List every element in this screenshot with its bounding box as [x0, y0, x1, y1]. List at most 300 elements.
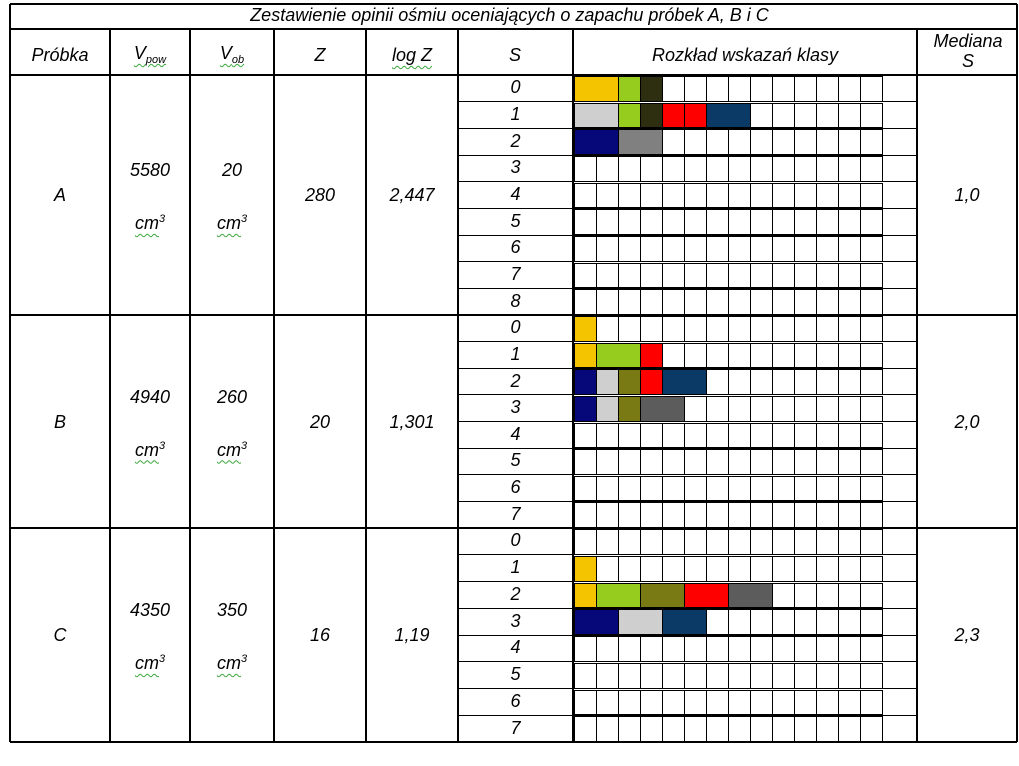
grid-cell — [684, 156, 707, 182]
grid-cell — [640, 289, 663, 315]
grid-cell — [728, 156, 751, 182]
grid-cell — [728, 716, 751, 742]
grid-cell — [794, 556, 817, 582]
grid-cell — [618, 209, 641, 235]
vote-bar — [597, 370, 618, 394]
grid-cell — [618, 556, 641, 582]
grid-cell — [684, 316, 707, 342]
table-vline — [273, 29, 275, 742]
grid-cell — [750, 663, 773, 689]
vote-bar — [619, 397, 640, 421]
grid-cell — [706, 609, 729, 635]
grid-cell — [574, 502, 597, 528]
grid-cell — [794, 289, 817, 315]
grid-cell — [662, 289, 685, 315]
table-hline — [458, 261, 917, 262]
grid-cell — [750, 156, 773, 182]
grid-cell — [706, 183, 729, 209]
vote-bar — [597, 584, 640, 608]
grid-cell — [728, 236, 751, 262]
grid-cell — [772, 129, 795, 155]
grid-cell — [794, 236, 817, 262]
grid-cell — [728, 183, 751, 209]
table-hline — [458, 101, 917, 102]
grid-cell — [772, 476, 795, 502]
vote-bar — [641, 344, 662, 368]
grid-cell — [574, 263, 597, 289]
grid-cell — [772, 263, 795, 289]
grid-cell — [574, 209, 597, 235]
s-row-label: 8 — [510, 290, 521, 311]
grid-cell — [772, 369, 795, 395]
grid-cell — [816, 76, 839, 102]
grid-cell — [640, 556, 663, 582]
grid-cell — [662, 502, 685, 528]
vpow-value: 4940 — [129, 386, 171, 407]
grid-cell — [794, 423, 817, 449]
grid-cell — [750, 289, 773, 315]
unit-exponent: 3 — [240, 213, 248, 225]
grid-cell — [662, 316, 685, 342]
grid-cell — [684, 209, 707, 235]
grid-cell — [684, 449, 707, 475]
grid-cell — [662, 449, 685, 475]
grid-cell — [772, 690, 795, 716]
header-logz-text: log Z — [391, 45, 433, 65]
table-hline — [458, 608, 917, 609]
grid-cell — [772, 423, 795, 449]
vote-bar — [641, 370, 662, 394]
grid-cell — [772, 396, 795, 422]
grid-cell — [860, 103, 883, 129]
grid-cell — [728, 636, 751, 662]
vote-bar — [619, 130, 662, 154]
grid-cell — [860, 76, 883, 102]
grid-cell — [596, 636, 619, 662]
table-hline — [458, 501, 917, 502]
grid-cell — [574, 236, 597, 262]
grid-cell — [794, 529, 817, 555]
header-rozklad: Rozkład wskazań klasy — [651, 45, 839, 65]
grid-cell — [750, 716, 773, 742]
grid-cell — [684, 636, 707, 662]
grid-cell — [618, 663, 641, 689]
grid-cell — [838, 556, 861, 582]
grid-cell — [684, 396, 707, 422]
header-s: S — [508, 45, 521, 65]
grid-cell — [860, 289, 883, 315]
s-row-label: 7 — [510, 264, 521, 284]
header-mediana-s: S — [961, 51, 974, 71]
grid-cell — [860, 609, 883, 635]
s-row-label: 0 — [510, 530, 521, 551]
median-value: 2,0 — [954, 411, 980, 432]
grid-cell — [816, 609, 839, 635]
grid-cell — [596, 690, 619, 716]
grid-cell — [838, 263, 861, 289]
vote-bar — [575, 130, 618, 154]
grid-cell — [706, 663, 729, 689]
grid-cell — [794, 263, 817, 289]
grid-cell — [860, 316, 883, 342]
vote-bar — [685, 584, 728, 608]
vpow-unit — [110, 441, 190, 459]
grid-cell — [794, 716, 817, 742]
grid-cell — [728, 502, 751, 528]
grid-cell — [684, 690, 707, 716]
vote-bar — [575, 344, 596, 368]
unit-exponent: 3 — [240, 439, 248, 452]
header-mediana: Mediana — [933, 31, 1003, 51]
grid-cell — [772, 183, 795, 209]
grid-cell — [706, 236, 729, 262]
grid-cell — [618, 529, 641, 555]
grid-cell — [574, 476, 597, 502]
grid-cell — [838, 129, 861, 155]
header-z: Z — [314, 45, 326, 65]
grid-cell — [706, 690, 729, 716]
grid-cell — [794, 583, 817, 609]
grid-cell — [618, 236, 641, 262]
grid-cell — [750, 263, 773, 289]
grid-cell — [684, 129, 707, 155]
z-value: 280 — [304, 185, 336, 205]
vote-bar — [575, 584, 596, 608]
grid-cell — [860, 396, 883, 422]
grid-cell — [574, 663, 597, 689]
grid-cell — [860, 236, 883, 262]
grid-cell — [750, 129, 773, 155]
vote-bar — [575, 397, 596, 421]
grid-cell — [750, 449, 773, 475]
grid-cell — [684, 529, 707, 555]
grid-cell — [750, 529, 773, 555]
grid-cell — [662, 636, 685, 662]
table-hline — [458, 635, 917, 636]
grid-cell — [596, 183, 619, 209]
grid-cell — [816, 636, 839, 662]
grid-cell — [838, 690, 861, 716]
table-vline — [365, 29, 367, 742]
grid-cell — [750, 423, 773, 449]
grid-cell — [706, 556, 729, 582]
grid-cell — [816, 663, 839, 689]
grid-cell — [596, 502, 619, 528]
grid-cell — [596, 529, 619, 555]
grid-cell — [838, 103, 861, 129]
grid-cell — [618, 263, 641, 289]
grid-cell — [794, 690, 817, 716]
sample-name: C — [53, 625, 67, 645]
s-row-label: 7 — [510, 503, 521, 524]
grid-cell — [838, 183, 861, 209]
table-hline — [458, 688, 917, 689]
table-hline — [458, 554, 917, 555]
table-hline — [458, 448, 917, 449]
grid-cell — [728, 690, 751, 716]
grid-cell — [728, 289, 751, 315]
grid-cell — [838, 423, 861, 449]
grid-cell — [860, 343, 883, 369]
grid-cell — [794, 129, 817, 155]
vote-bar — [685, 104, 706, 128]
grid-cell — [838, 316, 861, 342]
vote-bar — [575, 610, 618, 634]
table-hline — [458, 128, 917, 129]
table-hline — [10, 314, 1017, 316]
grid-cell — [596, 449, 619, 475]
grid-cell — [662, 556, 685, 582]
grid-cell — [772, 529, 795, 555]
grid-cell — [838, 716, 861, 742]
grid-cell — [574, 289, 597, 315]
vote-bar — [597, 397, 618, 421]
grid-cell — [684, 236, 707, 262]
grid-cell — [618, 156, 641, 182]
grid-cell — [816, 716, 839, 742]
grid-cell — [728, 209, 751, 235]
grid-cell — [728, 263, 751, 289]
grid-cell — [706, 636, 729, 662]
unit-cm: cm — [134, 439, 159, 460]
grid-cell — [860, 209, 883, 235]
grid-cell — [816, 289, 839, 315]
grid-cell — [838, 369, 861, 395]
grid-cell — [706, 423, 729, 449]
grid-cell — [772, 502, 795, 528]
grid-cell — [662, 529, 685, 555]
grid-cell — [794, 502, 817, 528]
grid-cell — [706, 369, 729, 395]
vob-value: 350 — [216, 600, 248, 620]
grid-cell — [838, 502, 861, 528]
grid-cell — [860, 449, 883, 475]
vote-bar — [641, 397, 684, 421]
grid-cell — [772, 209, 795, 235]
grid-cell — [640, 209, 663, 235]
grid-cell — [794, 476, 817, 502]
grid-cell — [640, 236, 663, 262]
grid-cell — [684, 476, 707, 502]
table-hline — [458, 208, 917, 209]
grid-cell — [772, 343, 795, 369]
grid-cell — [750, 343, 773, 369]
grid-cell — [794, 76, 817, 102]
grid-cell — [794, 369, 817, 395]
grid-cell — [860, 556, 883, 582]
grid-cell — [838, 289, 861, 315]
grid-cell — [794, 183, 817, 209]
grid-cell — [728, 449, 751, 475]
grid-cell — [750, 209, 773, 235]
median-value: 1,0 — [954, 185, 980, 205]
grid-cell — [662, 183, 685, 209]
grid-cell — [728, 76, 751, 102]
median-value: 2,3 — [954, 625, 980, 645]
vpow-unit — [110, 654, 190, 672]
grid-cell — [618, 636, 641, 662]
grid-cell — [860, 129, 883, 155]
header-vpow — [110, 44, 190, 66]
grid-cell — [640, 663, 663, 689]
unit-exponent: 3 — [158, 439, 166, 452]
grid-cell — [860, 183, 883, 209]
s-row-label: 2 — [510, 583, 521, 604]
grid-cell — [728, 476, 751, 502]
grid-cell — [794, 316, 817, 342]
vote-bar — [641, 584, 684, 608]
grid-cell — [640, 529, 663, 555]
grid-cell — [772, 103, 795, 129]
grid-cell — [618, 316, 641, 342]
grid-cell — [684, 343, 707, 369]
table-hline — [458, 181, 917, 182]
grid-cell — [816, 103, 839, 129]
grid-cell — [772, 316, 795, 342]
grid-cell — [816, 129, 839, 155]
grid-cell — [684, 423, 707, 449]
grid-cell — [618, 716, 641, 742]
s-row-label: 5 — [510, 210, 521, 231]
grid-cell — [596, 316, 619, 342]
header-vpow-sub: pow — [145, 54, 167, 66]
grid-cell — [706, 449, 729, 475]
grid-cell — [706, 76, 729, 102]
vote-bar — [619, 77, 640, 101]
header-vob — [190, 44, 274, 66]
grid-cell — [816, 156, 839, 182]
grid-cell — [706, 529, 729, 555]
grid-cell — [728, 609, 751, 635]
grid-cell — [618, 476, 641, 502]
grid-cell — [618, 690, 641, 716]
table-hline — [458, 581, 917, 582]
s-row-label: 6 — [510, 237, 521, 258]
grid-cell — [750, 236, 773, 262]
grid-cell — [750, 183, 773, 209]
grid-cell — [640, 690, 663, 716]
grid-cell — [662, 263, 685, 289]
grid-cell — [794, 396, 817, 422]
grid-cell — [574, 449, 597, 475]
grid-cell — [772, 449, 795, 475]
grid-cell — [772, 156, 795, 182]
grid-cell — [816, 209, 839, 235]
grid-cell — [860, 636, 883, 662]
vob-value: 20 — [221, 160, 243, 180]
unit-exponent: 3 — [158, 653, 166, 665]
vote-bar — [663, 610, 706, 634]
s-row-label: 2 — [510, 370, 521, 391]
unit-cm: cm — [216, 653, 241, 673]
table-vline — [1016, 4, 1018, 742]
s-row-label: 6 — [510, 690, 521, 711]
grid-cell — [596, 716, 619, 742]
table-hline — [458, 341, 917, 342]
grid-cell — [640, 263, 663, 289]
grid-cell — [706, 502, 729, 528]
vob-value: 260 — [216, 386, 248, 407]
vote-bar — [729, 584, 772, 608]
s-row-label: 4 — [510, 637, 521, 658]
grid-cell — [838, 476, 861, 502]
vote-bar — [619, 370, 640, 394]
grid-cell — [816, 556, 839, 582]
grid-cell — [728, 529, 751, 555]
vote-bar — [575, 317, 596, 341]
vote-bar — [597, 344, 640, 368]
grid-cell — [794, 343, 817, 369]
logz-value: 1,301 — [389, 411, 435, 432]
s-row-label: 5 — [510, 664, 521, 685]
grid-cell — [728, 396, 751, 422]
grid-cell — [750, 316, 773, 342]
unit-cm: cm — [134, 653, 159, 673]
grid-cell — [838, 343, 861, 369]
grid-cell — [706, 129, 729, 155]
grid-cell — [596, 556, 619, 582]
grid-cell — [772, 76, 795, 102]
grid-cell — [860, 263, 883, 289]
grid-cell — [860, 716, 883, 742]
grid-cell — [838, 156, 861, 182]
s-row-label: 4 — [510, 423, 521, 444]
grid-cell — [794, 609, 817, 635]
grid-cell — [684, 502, 707, 528]
grid-cell — [596, 209, 619, 235]
grid-cell — [838, 449, 861, 475]
grid-cell — [772, 716, 795, 742]
grid-cell — [728, 663, 751, 689]
vote-bar — [575, 104, 618, 128]
grid-cell — [574, 690, 597, 716]
grid-cell — [750, 76, 773, 102]
grid-cell — [728, 129, 751, 155]
header-probka: Próbka — [31, 45, 89, 65]
grid-cell — [750, 609, 773, 635]
table-hline — [10, 28, 1017, 30]
header-vob-sub: ob — [231, 54, 245, 66]
grid-cell — [596, 423, 619, 449]
table-hline — [10, 3, 1017, 5]
grid-cell — [618, 289, 641, 315]
grid-cell — [728, 369, 751, 395]
grid-cell — [684, 183, 707, 209]
s-row-label: 3 — [510, 157, 521, 178]
grid-cell — [684, 263, 707, 289]
grid-cell — [816, 529, 839, 555]
grid-cell — [618, 183, 641, 209]
s-row-label: 1 — [510, 104, 521, 124]
grid-cell — [860, 502, 883, 528]
grid-cell — [860, 369, 883, 395]
grid-cell — [772, 289, 795, 315]
grid-cell — [750, 502, 773, 528]
grid-cell — [662, 156, 685, 182]
grid-cell — [860, 423, 883, 449]
grid-cell — [706, 343, 729, 369]
grid-cell — [816, 183, 839, 209]
z-value: 16 — [309, 625, 331, 645]
vote-bar — [641, 77, 662, 101]
grid-cell — [662, 690, 685, 716]
grid-cell — [640, 502, 663, 528]
grid-cell — [662, 716, 685, 742]
grid-cell — [640, 183, 663, 209]
s-row-label: 2 — [510, 130, 521, 151]
table-title: Zestawienie opinii ośmiu oceniających o zapachu próbek A, B i C — [250, 5, 769, 25]
logz-value: 1,19 — [394, 625, 430, 645]
